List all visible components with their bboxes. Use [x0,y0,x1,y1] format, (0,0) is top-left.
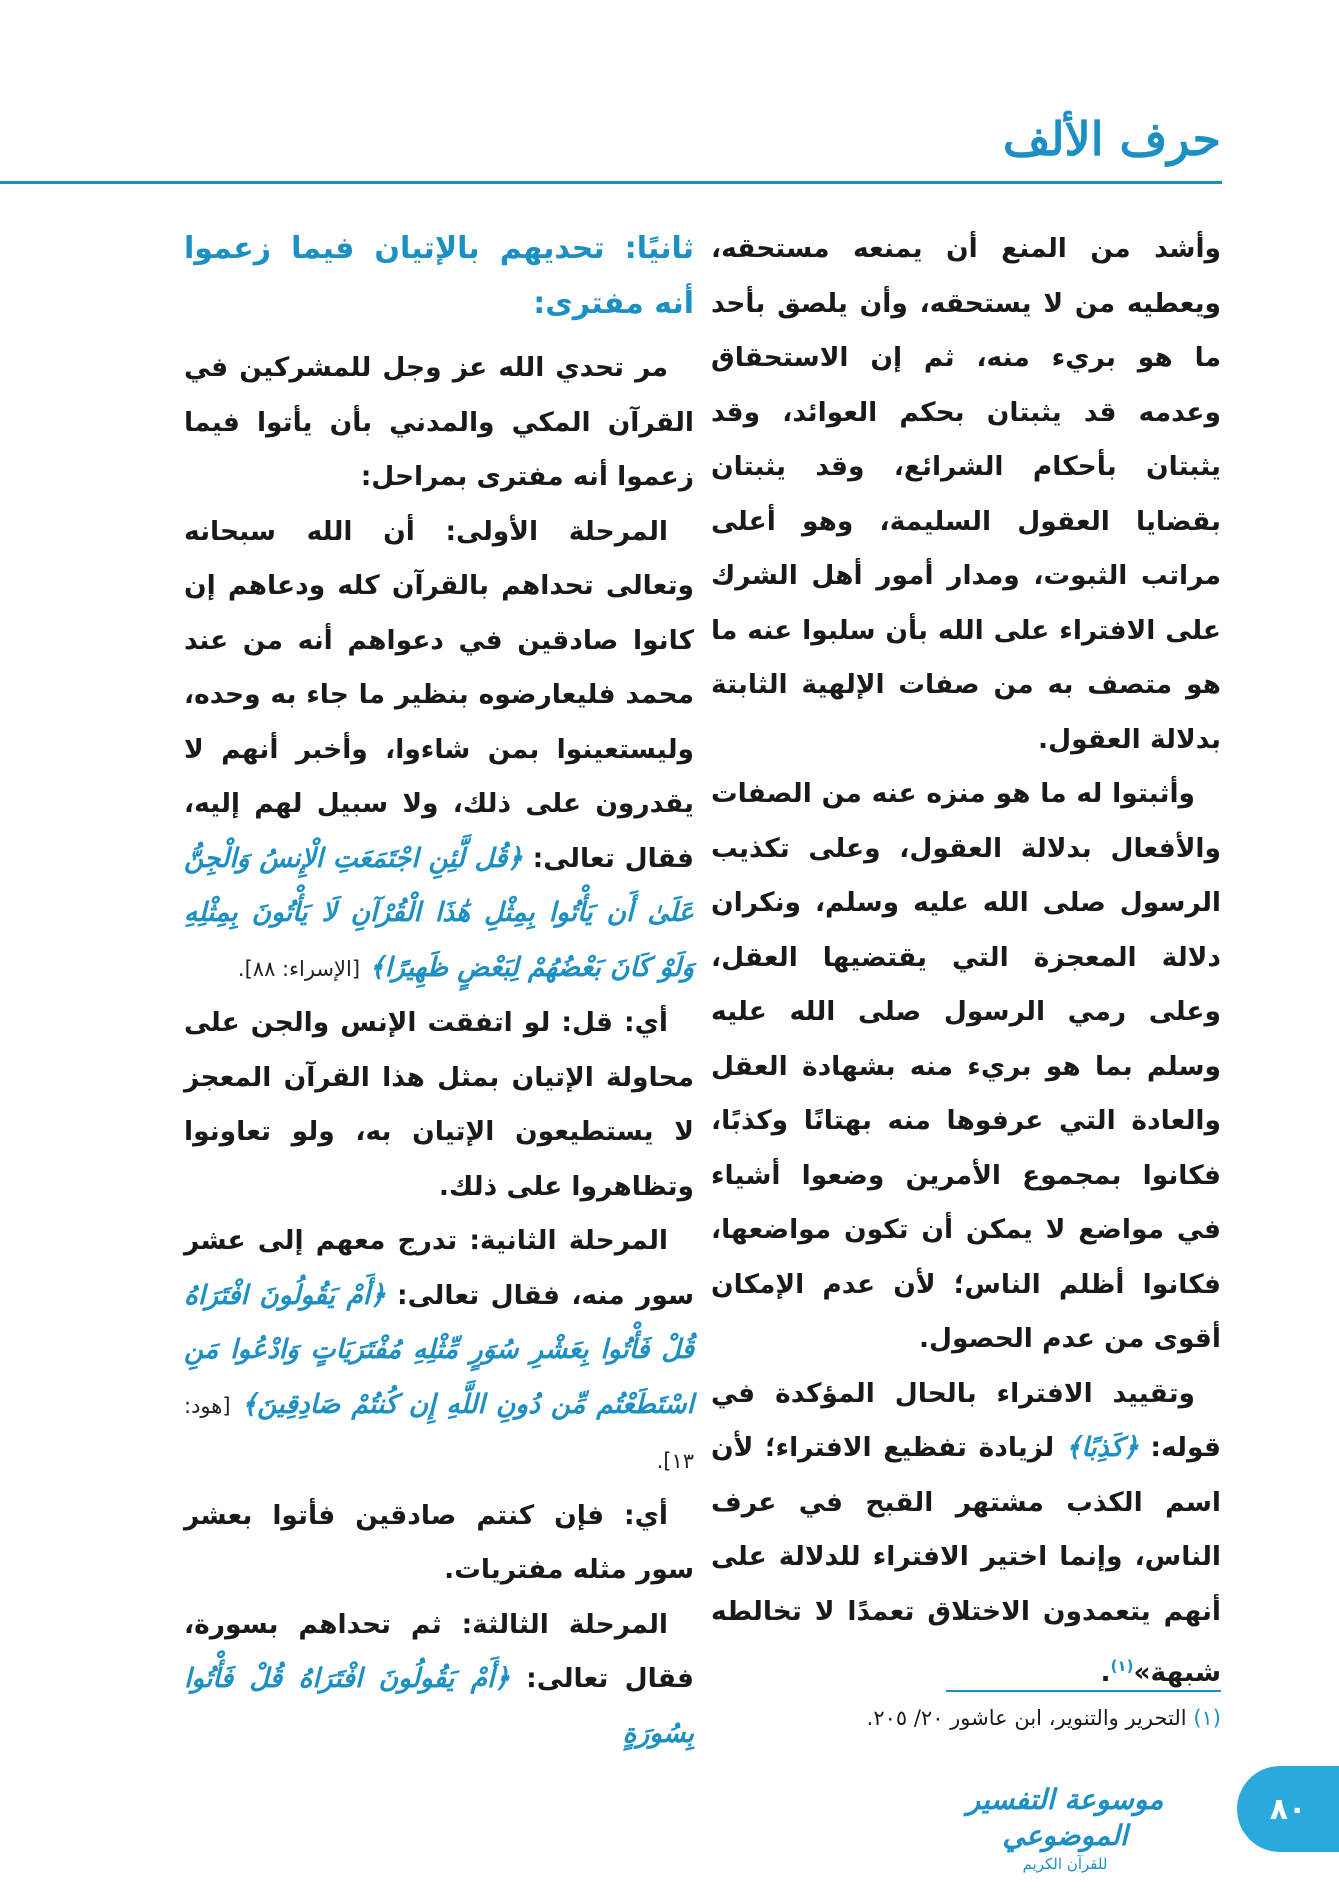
paragraph: مر تحدي الله عز وجل للمشركين في القرآن المكي والمدني بأن يأتوا فيما زعموا أنه مفترى بمراحل: [184,352,694,492]
stage-label: المرحلة الثالثة: [461,1608,668,1640]
stage-label: المرحلة الأولى: [445,515,668,547]
logo-title: موسوعة التفسير الموضوعي [966,1783,1164,1852]
left-column [184,222,694,1761]
footnote-divider [946,1690,1221,1692]
footnote [721,1706,1221,1730]
footnote-marker[interactable]: (١) [1110,1657,1134,1675]
paragraph [711,1367,1221,1701]
quran-quote: ﴿قُل لَّئِنِ اجْتَمَعَتِ الْإِنسُ وَالْجِنُّ عَلَىٰ أَن يَأْتُوا بِمِثْلِ هَٰذَا الْقُرْآنِ لَا يَأْتُونَ بِمِثْلِهِ وَلَوْ كَانَ بَعْضُهُمْ لِبَعْضٍ ظَهِيرًا﴾ [184,842,694,983]
subsection-heading: ثانيًا: تحديهم بالإتيان فيما زعموا أنه مفترى: [184,231,694,321]
verse-reference: [هود: ١٣]. [184,1393,694,1473]
quran-quote: ﴿كَذِبًا﴾ [1065,1432,1139,1463]
paragraph-text: تدرج معهم إلى عشر سور منه، فقال تعالى: [184,1225,695,1311]
paragraph [184,505,694,997]
paragraph: أي: فإن كنتم صادقين فأتوا بعشر سور مثله مفتريات. [184,1499,694,1585]
paragraph-text: لزيادة تفظيع الافتراء؛ لأن اسم الكذب مشتهر القبح في عرف الناس، وإنما اختير الافتراء للدلالة على أنهم يتعمدون الاختلاق تعمدًا لا تخالطه شبهة» [711,1432,1221,1688]
footnote-text: التحرير والتنوير، ابن عاشور ٢٠/ ٢٠٥. [866,1706,1187,1730]
paragraph-text: . [1100,1656,1111,1688]
stage-label: المرحلة الثانية: [469,1225,668,1256]
page-number-badge: ٨٠ [1237,1766,1339,1852]
footnote-number: (١) [1193,1706,1221,1730]
right-column [711,222,1221,1700]
paragraph [184,1214,694,1489]
paragraph-text: وتقييد الافتراء بالحال المؤكدة في قوله: [711,1377,1221,1463]
paragraph: وأثبتوا له ما هو منزه عنه من الصفات والأفعال بدلالة العقول، وعلى تكذيب الرسول صلى الله عليه وسلم، ونكران دلالة المعجزة التي يقتضيها العقل، وعلى رمي الرسول صلى الله عليه وسلم بما هو بريء منه بشهادة العقل والعادة التي عرفوها منه بهتانًا وكذبًا، فكانوا بمجموع الأمرين وضعوا أشياء في مواضع لا يمكن أن تكون مواضعها، فكانوا أظلم الناس؛ لأن عدم الإمكان أقوى من عدم الحصول. [711,778,1221,1354]
verse-reference: [الإسراء: ٨٨]. [237,956,361,981]
paragraph-text: أن الله سبحانه وتعالى تحداهم بالقرآن كله ودعاهم إن كانوا صادقين في دعواهم أنه من عند محمد فليعارضوه بنظير ما جاء به وحده، وليستعينوا بمن شاءوا، وأخبر أنهم لا يقدرون على ذلك، ولا سبيل لهم إليه، فقال تعالى: [184,515,694,874]
paragraph-text: ثم تحداهم بسورة، فقال تعالى: [184,1608,695,1694]
quran-quote: ﴿أَمْ يَقُولُونَ افْتَرَاهُ قُلْ فَأْتُوا بِعَشْرِ سُوَرٍ مِّثْلِهِ مُفْتَرَيَاتٍ وَادْعُوا مَنِ اسْتَطَعْتُم مِّن دُونِ اللَّهِ إِن كُنتُمْ صَادِقِينَ﴾ [184,1279,694,1420]
logo-subtitle: للقرآن الكريم [1022,1855,1108,1873]
quran-quote: ﴿أَمْ يَقُولُونَ افْتَرَاهُ قُلْ فَأْتُوا بِسُورَةٍ [184,1663,694,1749]
header-divider [0,181,1222,184]
paragraph: أي: قل: لو اتفقت الإنس والجن على محاولة الإتيان بمثل هذا القرآن المعجز لا يستطيعون الإتيان به، ولو تعاونوا وتظاهروا على ذلك. [184,1007,694,1202]
section-title: حرف الألف [1002,112,1221,166]
paragraph: وأشد من المنع أن يمنعه مستحقه، ويعطيه من لا يستحقه، وأن يلصق بأحد ما هو بريء منه، ثم إن الاستحقاق وعدمه قد يثبتان بحكم العوائد، وقد يثبتان بأحكام الشرائع، وقد يثبتان بقضايا العقول السليمة، وهو أعلى مراتب الثبوت، ومدار أمور أهل الشرك على الافتراء على الله بأن سلبوا عنه ما هو متصف به من صفات الإلهية الثابتة بدلالة العقول. [711,233,1221,755]
encyclopedia-logo [920,1782,1210,1873]
paragraph [184,1598,694,1762]
